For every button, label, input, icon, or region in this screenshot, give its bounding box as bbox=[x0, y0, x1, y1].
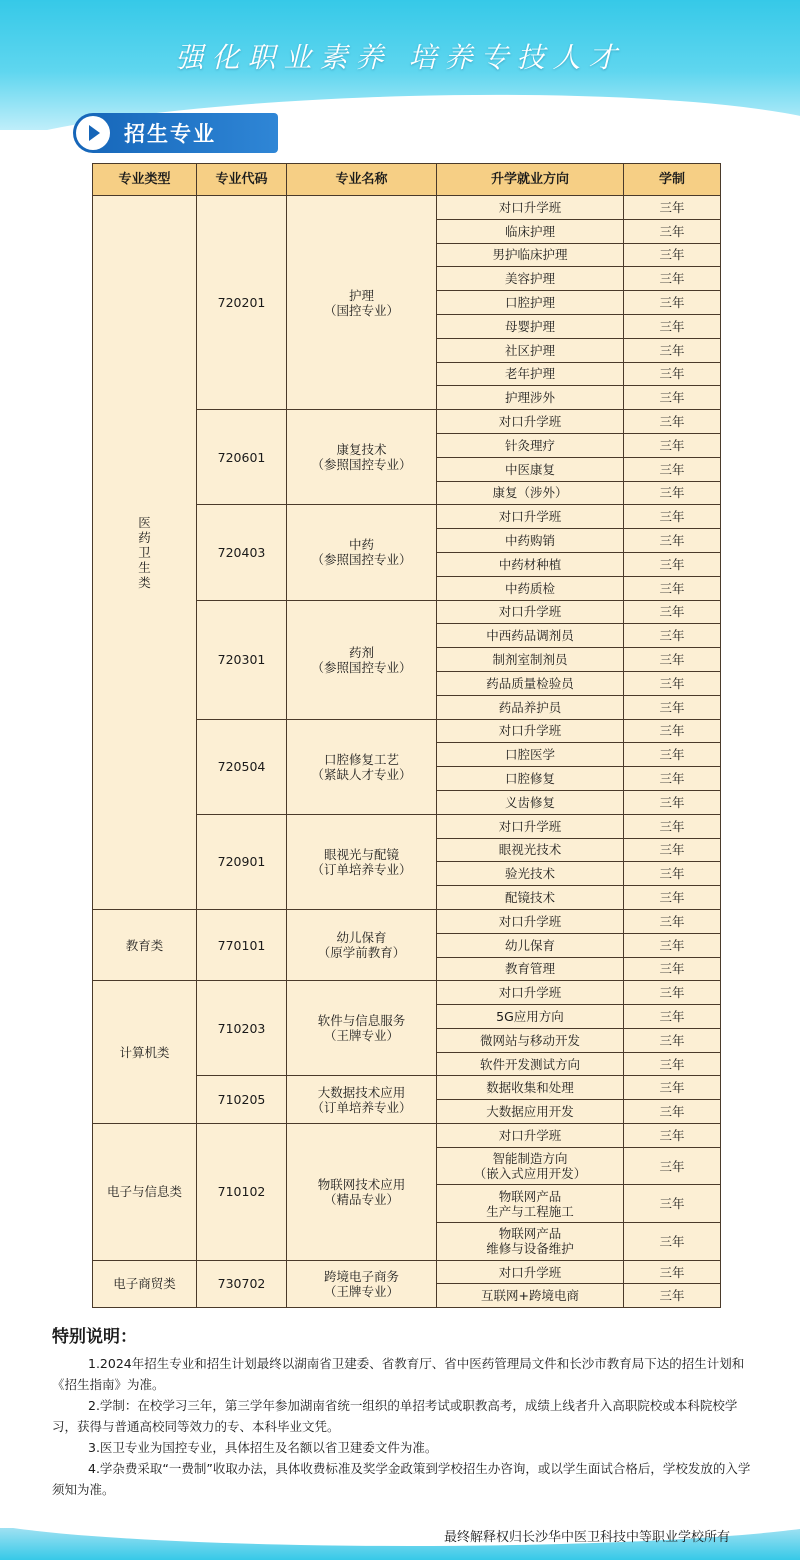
direction-cell: 大数据应用开发 bbox=[437, 1100, 624, 1124]
duration-cell: 三年 bbox=[624, 671, 721, 695]
duration-cell: 三年 bbox=[624, 386, 721, 410]
major-code-cell: 710205 bbox=[197, 1076, 287, 1124]
table-row bbox=[93, 1260, 721, 1284]
duration-cell: 三年 bbox=[624, 338, 721, 362]
play-arrow-icon bbox=[76, 116, 110, 150]
duration-cell: 三年 bbox=[624, 576, 721, 600]
direction-cell: 对口升学班 bbox=[437, 814, 624, 838]
major-note: （王牌专业） bbox=[323, 1283, 399, 1299]
major-name-cell bbox=[287, 410, 437, 505]
direction-cell: 对口升学班 bbox=[437, 719, 624, 743]
major-note: （参照国控专业） bbox=[311, 457, 412, 473]
header-type: 专业类型 bbox=[93, 164, 197, 196]
direction-cell bbox=[437, 1185, 624, 1223]
header-direction: 升学就业方向 bbox=[437, 164, 624, 196]
direction-cell: 5G应用方向 bbox=[437, 1005, 624, 1029]
major-code-cell: 730702 bbox=[197, 1260, 287, 1308]
direction-cell: 中药购销 bbox=[437, 529, 624, 553]
major-name-cell bbox=[287, 909, 437, 980]
major-note: （紧缺人才专业） bbox=[311, 766, 412, 782]
header-code: 专业代码 bbox=[197, 164, 287, 196]
duration-cell: 三年 bbox=[624, 505, 721, 529]
direction-cell: 对口升学班 bbox=[437, 1260, 624, 1284]
direction-cell: 口腔医学 bbox=[437, 743, 624, 767]
duration-cell: 三年 bbox=[624, 529, 721, 553]
direction-cell: 对口升学班 bbox=[437, 981, 624, 1005]
duration-cell: 三年 bbox=[624, 1100, 721, 1124]
direction-cell: 男护临床护理 bbox=[437, 243, 624, 267]
duration-cell: 三年 bbox=[624, 1028, 721, 1052]
duration-cell: 三年 bbox=[624, 624, 721, 648]
duration-cell: 三年 bbox=[624, 433, 721, 457]
major-name-cell bbox=[287, 814, 437, 909]
duration-cell: 三年 bbox=[624, 886, 721, 910]
major-name: 幼儿保育 bbox=[336, 930, 387, 946]
direction-cell: 护理涉外 bbox=[437, 386, 624, 410]
duration-cell: 三年 bbox=[624, 1284, 721, 1308]
duration-cell: 三年 bbox=[624, 600, 721, 624]
category-cell: 电子与信息类 bbox=[93, 1124, 197, 1261]
header-name: 专业名称 bbox=[287, 164, 437, 196]
section-tab bbox=[73, 113, 278, 153]
major-code-cell: 720901 bbox=[197, 814, 287, 909]
direction-cell: 药品质量检验员 bbox=[437, 671, 624, 695]
duration-cell: 三年 bbox=[624, 243, 721, 267]
notes-title: 特别说明： bbox=[52, 1327, 137, 1347]
major-code-cell: 720504 bbox=[197, 719, 287, 814]
major-code-cell: 720201 bbox=[197, 196, 287, 410]
major-name: 中药 bbox=[348, 537, 374, 553]
copyright-text: 最终解释权归长沙华中医卫科技中等职业学校所有 bbox=[443, 1530, 730, 1545]
table-row bbox=[93, 909, 721, 933]
major-name-cell bbox=[287, 1124, 437, 1261]
category-cell: 计算机类 bbox=[93, 981, 197, 1124]
direction-cell: 配镜技术 bbox=[437, 886, 624, 910]
direction-cell: 互联网+跨境电商 bbox=[437, 1284, 624, 1308]
major-name: 康复技术 bbox=[336, 442, 387, 458]
duration-cell: 三年 bbox=[624, 814, 721, 838]
direction-cell: 中西药品调剂员 bbox=[437, 624, 624, 648]
notes-section bbox=[52, 1322, 752, 1500]
direction-line: 物联网产品 bbox=[498, 1188, 562, 1204]
major-name-cell bbox=[287, 1076, 437, 1124]
duration-cell: 三年 bbox=[624, 219, 721, 243]
direction-cell: 母婴护理 bbox=[437, 314, 624, 338]
direction-cell: 教育管理 bbox=[437, 957, 624, 981]
major-note: （原学前教育） bbox=[317, 945, 406, 961]
direction-cell bbox=[437, 1223, 624, 1261]
duration-cell: 三年 bbox=[624, 695, 721, 719]
duration-cell: 三年 bbox=[624, 196, 721, 220]
section-title: 招生专业 bbox=[124, 122, 216, 146]
major-name-cell bbox=[287, 600, 437, 719]
direction-cell: 针灸理疗 bbox=[437, 433, 624, 457]
duration-cell: 三年 bbox=[624, 1147, 721, 1185]
major-name: 口腔修复工艺 bbox=[323, 751, 399, 767]
major-name: 跨境电子商务 bbox=[323, 1268, 399, 1284]
duration-cell: 三年 bbox=[624, 291, 721, 315]
major-note: （订单培养专业） bbox=[311, 861, 412, 877]
duration-cell: 三年 bbox=[624, 719, 721, 743]
duration-cell: 三年 bbox=[624, 743, 721, 767]
note-item: 3.医卫专业为国控专业，具体招生及名额以省卫建委文件为准。 bbox=[88, 1440, 438, 1455]
direction-cell: 验光技术 bbox=[437, 862, 624, 886]
direction-cell: 老年护理 bbox=[437, 362, 624, 386]
direction-cell: 微网站与移动开发 bbox=[437, 1028, 624, 1052]
note-item: 4.学杂费采取“一费制”收取办法，具体收费标准及奖学金政策到学校招生办咨询，或以学生面试合格后，学校发放的入学须知为准。 bbox=[52, 1461, 751, 1497]
direction-line: 物联网产品 bbox=[498, 1226, 562, 1242]
duration-cell: 三年 bbox=[624, 410, 721, 434]
direction-line: 维修与设备维护 bbox=[486, 1241, 574, 1257]
majors-table bbox=[92, 163, 721, 1308]
header-duration: 学制 bbox=[624, 164, 721, 196]
direction-cell: 软件开发测试方向 bbox=[437, 1052, 624, 1076]
table-header-row bbox=[93, 164, 721, 196]
direction-cell: 对口升学班 bbox=[437, 505, 624, 529]
major-note: （王牌专业） bbox=[323, 1028, 399, 1044]
duration-cell: 三年 bbox=[624, 457, 721, 481]
duration-cell: 三年 bbox=[624, 648, 721, 672]
duration-cell: 三年 bbox=[624, 267, 721, 291]
duration-cell: 三年 bbox=[624, 933, 721, 957]
category-cell: 医 药 卫 生 类 bbox=[93, 196, 197, 910]
duration-cell: 三年 bbox=[624, 790, 721, 814]
major-name-cell bbox=[287, 505, 437, 600]
duration-cell: 三年 bbox=[624, 314, 721, 338]
major-name: 眼视光与配镜 bbox=[323, 846, 399, 862]
category-cell: 教育类 bbox=[93, 909, 197, 980]
major-note: （参照国控专业） bbox=[311, 552, 412, 568]
direction-cell: 对口升学班 bbox=[437, 600, 624, 624]
direction-line: 生产与工程施工 bbox=[486, 1203, 574, 1219]
direction-cell bbox=[437, 1147, 624, 1185]
direction-cell: 社区护理 bbox=[437, 338, 624, 362]
duration-cell: 三年 bbox=[624, 1076, 721, 1100]
note-item: 1.2024年招生专业和招生计划最终以湖南省卫建委、省教育厅、省中医药管理局文件和长沙市教育局下达的招生计划和《招生指南》为准。 bbox=[52, 1356, 745, 1392]
table-row bbox=[93, 196, 721, 220]
direction-cell: 临床护理 bbox=[437, 219, 624, 243]
major-code-cell: 720403 bbox=[197, 505, 287, 600]
direction-line: 智能制造方向 bbox=[492, 1151, 568, 1167]
direction-cell: 中医康复 bbox=[437, 457, 624, 481]
duration-cell: 三年 bbox=[624, 838, 721, 862]
major-name: 软件与信息服务 bbox=[317, 1013, 406, 1029]
category-cell: 电子商贸类 bbox=[93, 1260, 197, 1308]
duration-cell: 三年 bbox=[624, 552, 721, 576]
duration-cell: 三年 bbox=[624, 481, 721, 505]
major-name: 护理 bbox=[348, 287, 374, 303]
duration-cell: 三年 bbox=[624, 1124, 721, 1148]
major-name: 物联网技术应用 bbox=[317, 1176, 406, 1192]
direction-cell: 对口升学班 bbox=[437, 410, 624, 434]
table-body bbox=[93, 196, 721, 1308]
direction-cell: 数据收集和处理 bbox=[437, 1076, 624, 1100]
duration-cell: 三年 bbox=[624, 957, 721, 981]
major-note: （参照国控专业） bbox=[311, 659, 412, 675]
direction-cell: 中药材种植 bbox=[437, 552, 624, 576]
table-row bbox=[93, 981, 721, 1005]
slogan: 强化职业素养 培养专技人才 bbox=[175, 41, 625, 74]
duration-cell: 三年 bbox=[624, 1052, 721, 1076]
major-note: （国控专业） bbox=[323, 302, 399, 318]
major-note: （精品专业） bbox=[323, 1191, 399, 1207]
major-code-cell: 710203 bbox=[197, 981, 287, 1076]
major-code-cell: 710102 bbox=[197, 1124, 287, 1261]
direction-cell: 美容护理 bbox=[437, 267, 624, 291]
major-name: 大数据技术应用 bbox=[317, 1084, 406, 1100]
duration-cell: 三年 bbox=[624, 909, 721, 933]
direction-cell: 康复（涉外） bbox=[437, 481, 624, 505]
direction-cell: 义齿修复 bbox=[437, 790, 624, 814]
duration-cell: 三年 bbox=[624, 1005, 721, 1029]
major-code-cell: 720301 bbox=[197, 600, 287, 719]
direction-cell: 对口升学班 bbox=[437, 1124, 624, 1148]
duration-cell: 三年 bbox=[624, 362, 721, 386]
direction-cell: 对口升学班 bbox=[437, 196, 624, 220]
major-name-cell bbox=[287, 196, 437, 410]
table-row bbox=[93, 1124, 721, 1148]
duration-cell: 三年 bbox=[624, 981, 721, 1005]
major-name: 药剂 bbox=[348, 644, 374, 660]
direction-cell: 药品养护员 bbox=[437, 695, 624, 719]
major-note: （订单培养专业） bbox=[311, 1099, 412, 1115]
major-code-cell: 720601 bbox=[197, 410, 287, 505]
duration-cell: 三年 bbox=[624, 862, 721, 886]
note-item: 2.学制：在校学习三年，第三学年参加湖南省统一组织的单招考试或职教高考，成绩上线者升入高职院校或本科院校学习，获得与普通高校同等效力的专、本科毕业文凭。 bbox=[52, 1398, 738, 1434]
major-name-cell bbox=[287, 719, 437, 814]
direction-cell: 制剂室制剂员 bbox=[437, 648, 624, 672]
direction-cell: 对口升学班 bbox=[437, 909, 624, 933]
direction-cell: 口腔修复 bbox=[437, 767, 624, 791]
major-name-cell bbox=[287, 1260, 437, 1308]
direction-line: （嵌入式应用开发） bbox=[473, 1166, 587, 1182]
duration-cell: 三年 bbox=[624, 767, 721, 791]
duration-cell: 三年 bbox=[624, 1260, 721, 1284]
major-code-cell: 770101 bbox=[197, 909, 287, 980]
direction-cell: 中药质检 bbox=[437, 576, 624, 600]
direction-cell: 幼儿保育 bbox=[437, 933, 624, 957]
duration-cell: 三年 bbox=[624, 1185, 721, 1223]
direction-cell: 口腔护理 bbox=[437, 291, 624, 315]
duration-cell: 三年 bbox=[624, 1223, 721, 1261]
major-name-cell bbox=[287, 981, 437, 1076]
direction-cell: 眼视光技术 bbox=[437, 838, 624, 862]
